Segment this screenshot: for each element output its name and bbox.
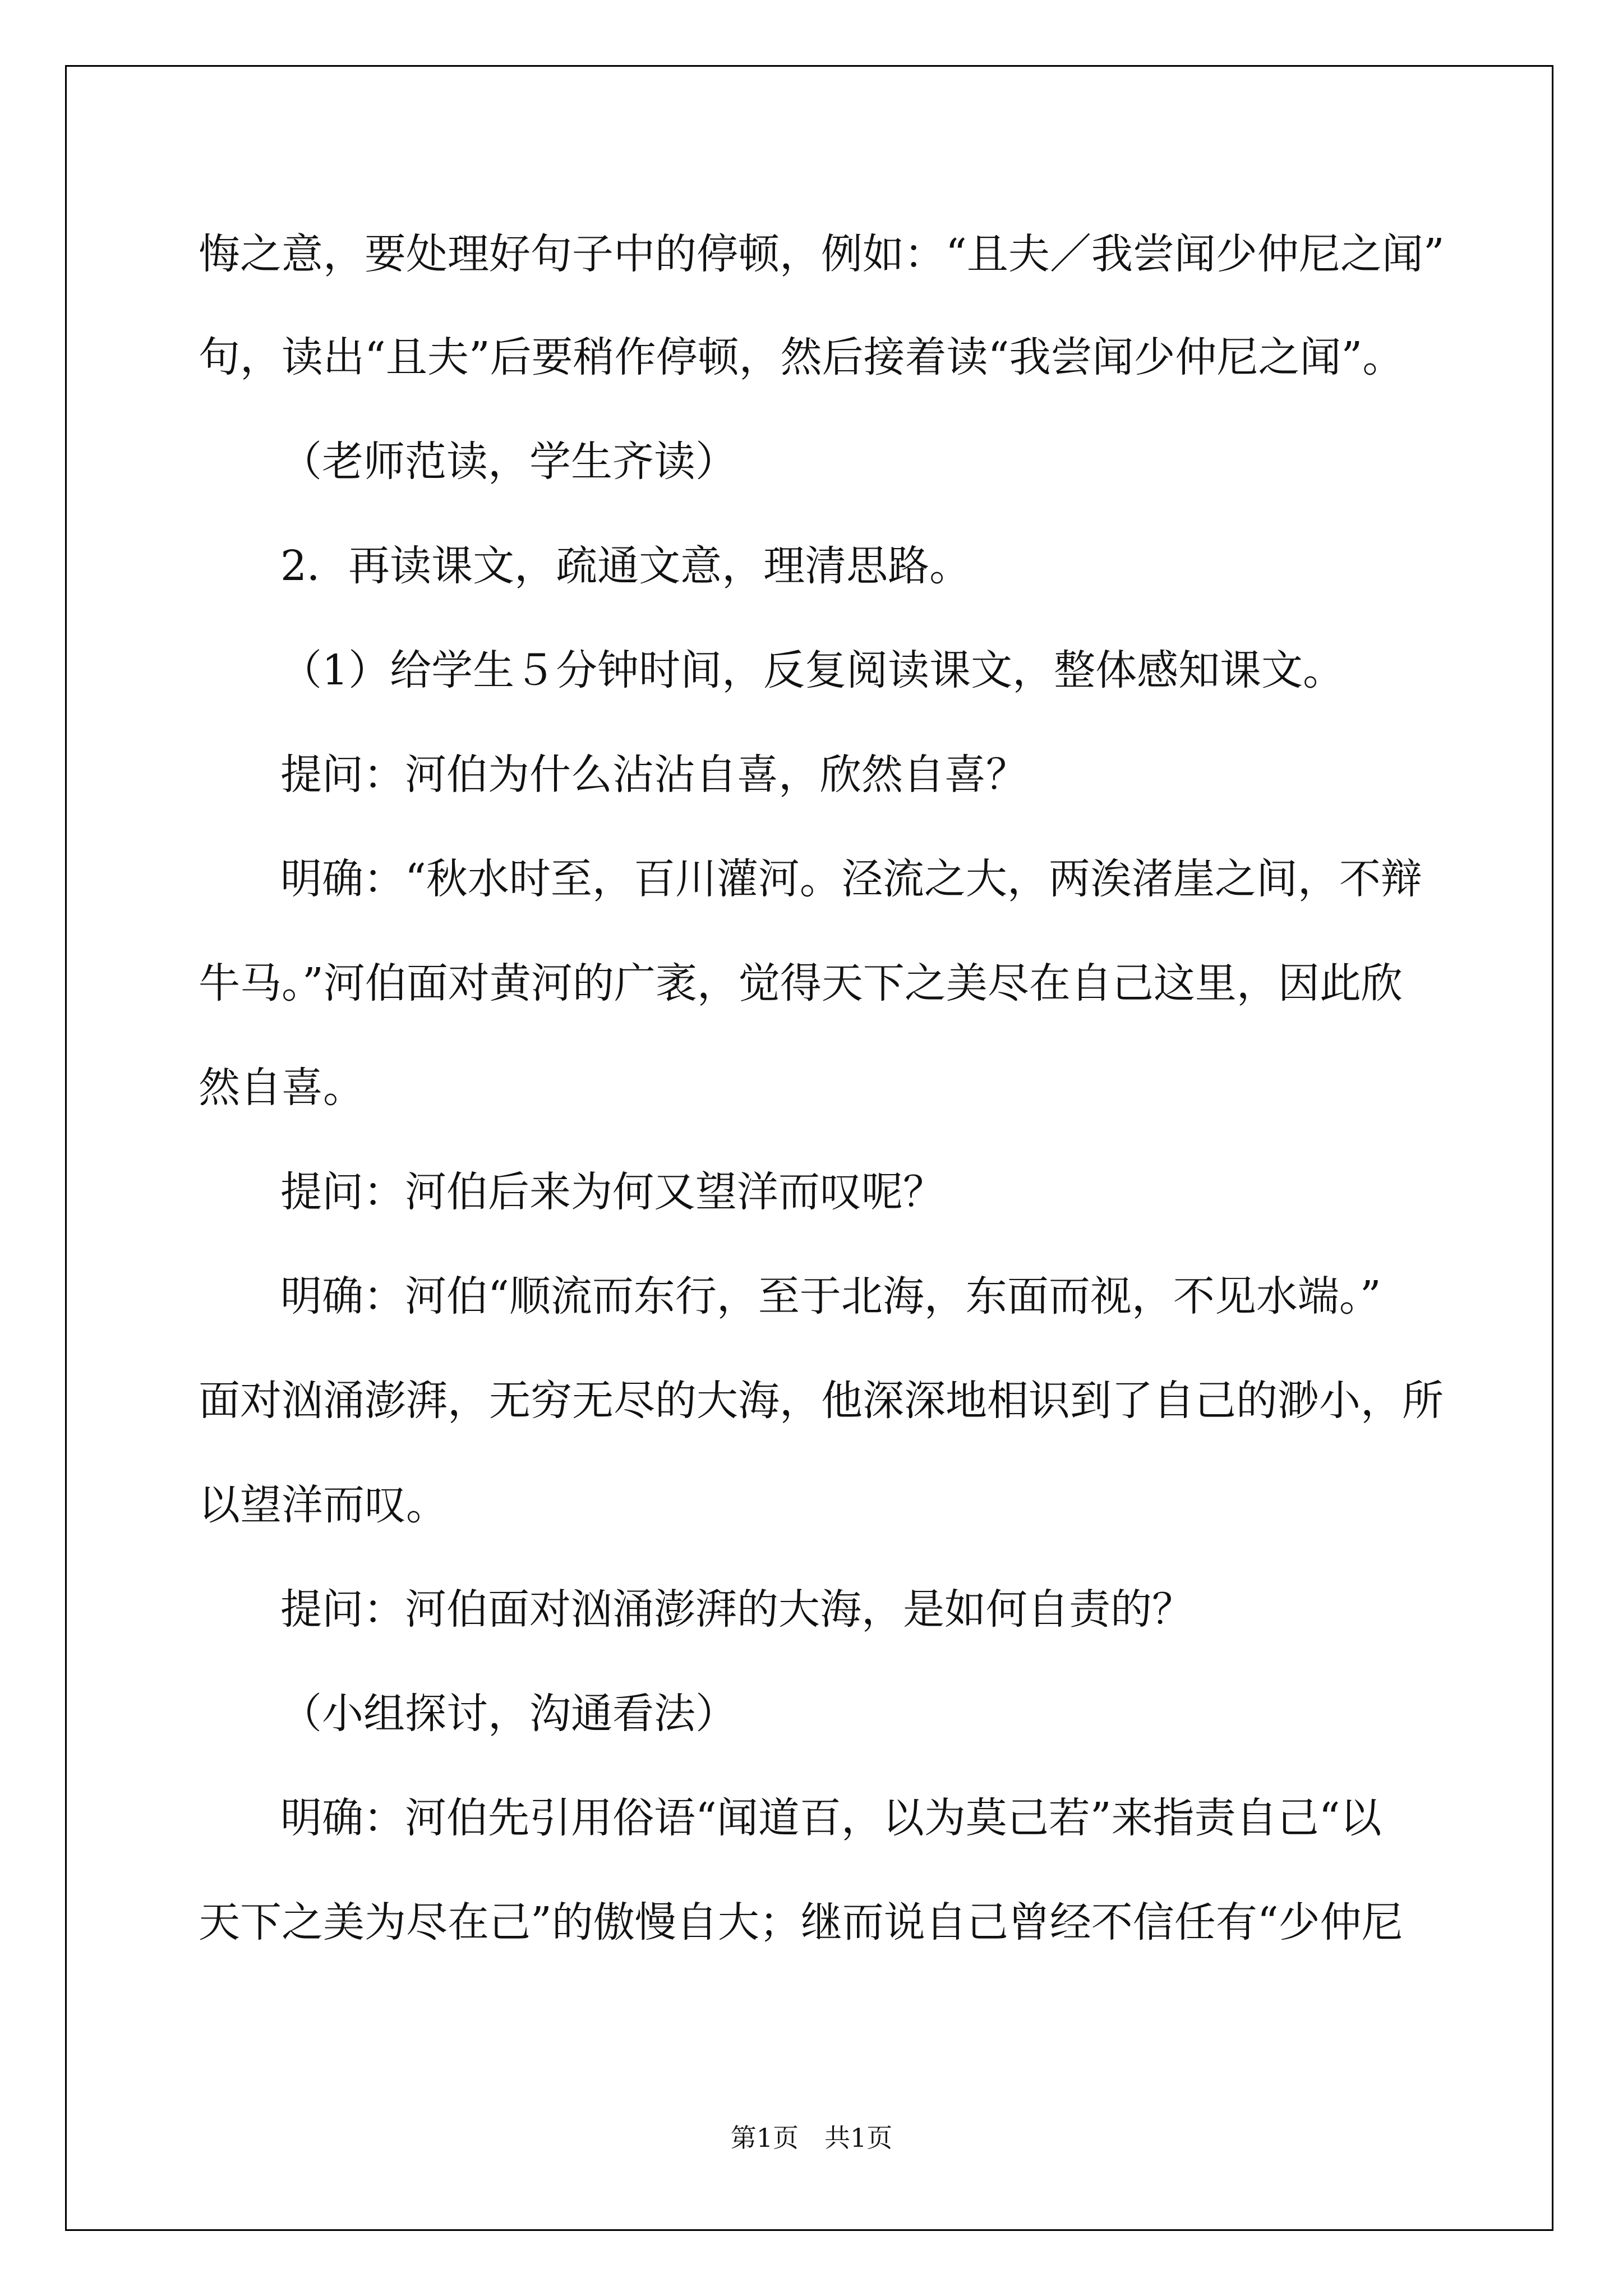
- text-line: 提问：河伯后来为何又望洋而叹呢？: [280, 1168, 944, 1216]
- text-line: 明确：“秋水时至，百川灌河。泾流之大，两涘渚崖之间，不辩: [280, 855, 1422, 903]
- text-line: 面对汹涌澎湃，无穷无尽的大海，他深深地相识到了自己的渺小，所: [199, 1377, 1444, 1425]
- text-line: （小组探讨，沟通看法）: [280, 1690, 737, 1738]
- text-line: 明确：河伯“顺流而东行，至于北海，东面而视，不见水端。”: [280, 1272, 1381, 1320]
- text-line: （1）给学生５分钟时间，反复阅读课文，整体感知课文。: [280, 646, 1345, 694]
- text-line: 2．再读课文，疏通文意，理清思路。: [280, 542, 971, 590]
- text-line: 牛马。”河伯面对黄河的广袤，觉得天下之美尽在自己这里，因此欣: [199, 959, 1403, 1007]
- text-line: （老师范读，学生齐读）: [280, 438, 737, 486]
- text-line: 然自喜。: [199, 1064, 365, 1112]
- text-line: 天下之美为尽在己”的傲慢自大；继而说自己曾经不信任有“少仲尼: [199, 1898, 1403, 1947]
- text-line: 提问：河伯面对汹涌澎湃的大海，是如何自责的？: [280, 1585, 1193, 1634]
- text-line: 提问：河伯为什么沾沾自喜，欣然自喜？: [280, 751, 1027, 799]
- text-line: 悔之意，要处理好句子中的停顿，例如：“且夫／我尝闻少仲尼之闻”: [199, 230, 1445, 278]
- text-line: 句，读出“且夫”后要稍作停顿，然后接着读“我尝闻少仲尼之闻”。: [199, 333, 1404, 381]
- text-line: 以望洋而叹。: [199, 1481, 448, 1529]
- text-line: 明确：河伯先引用俗语“闻道百，以为莫己若”来指责自己“以: [280, 1794, 1382, 1842]
- page-footer: 第1页 共1页: [730, 2123, 893, 2153]
